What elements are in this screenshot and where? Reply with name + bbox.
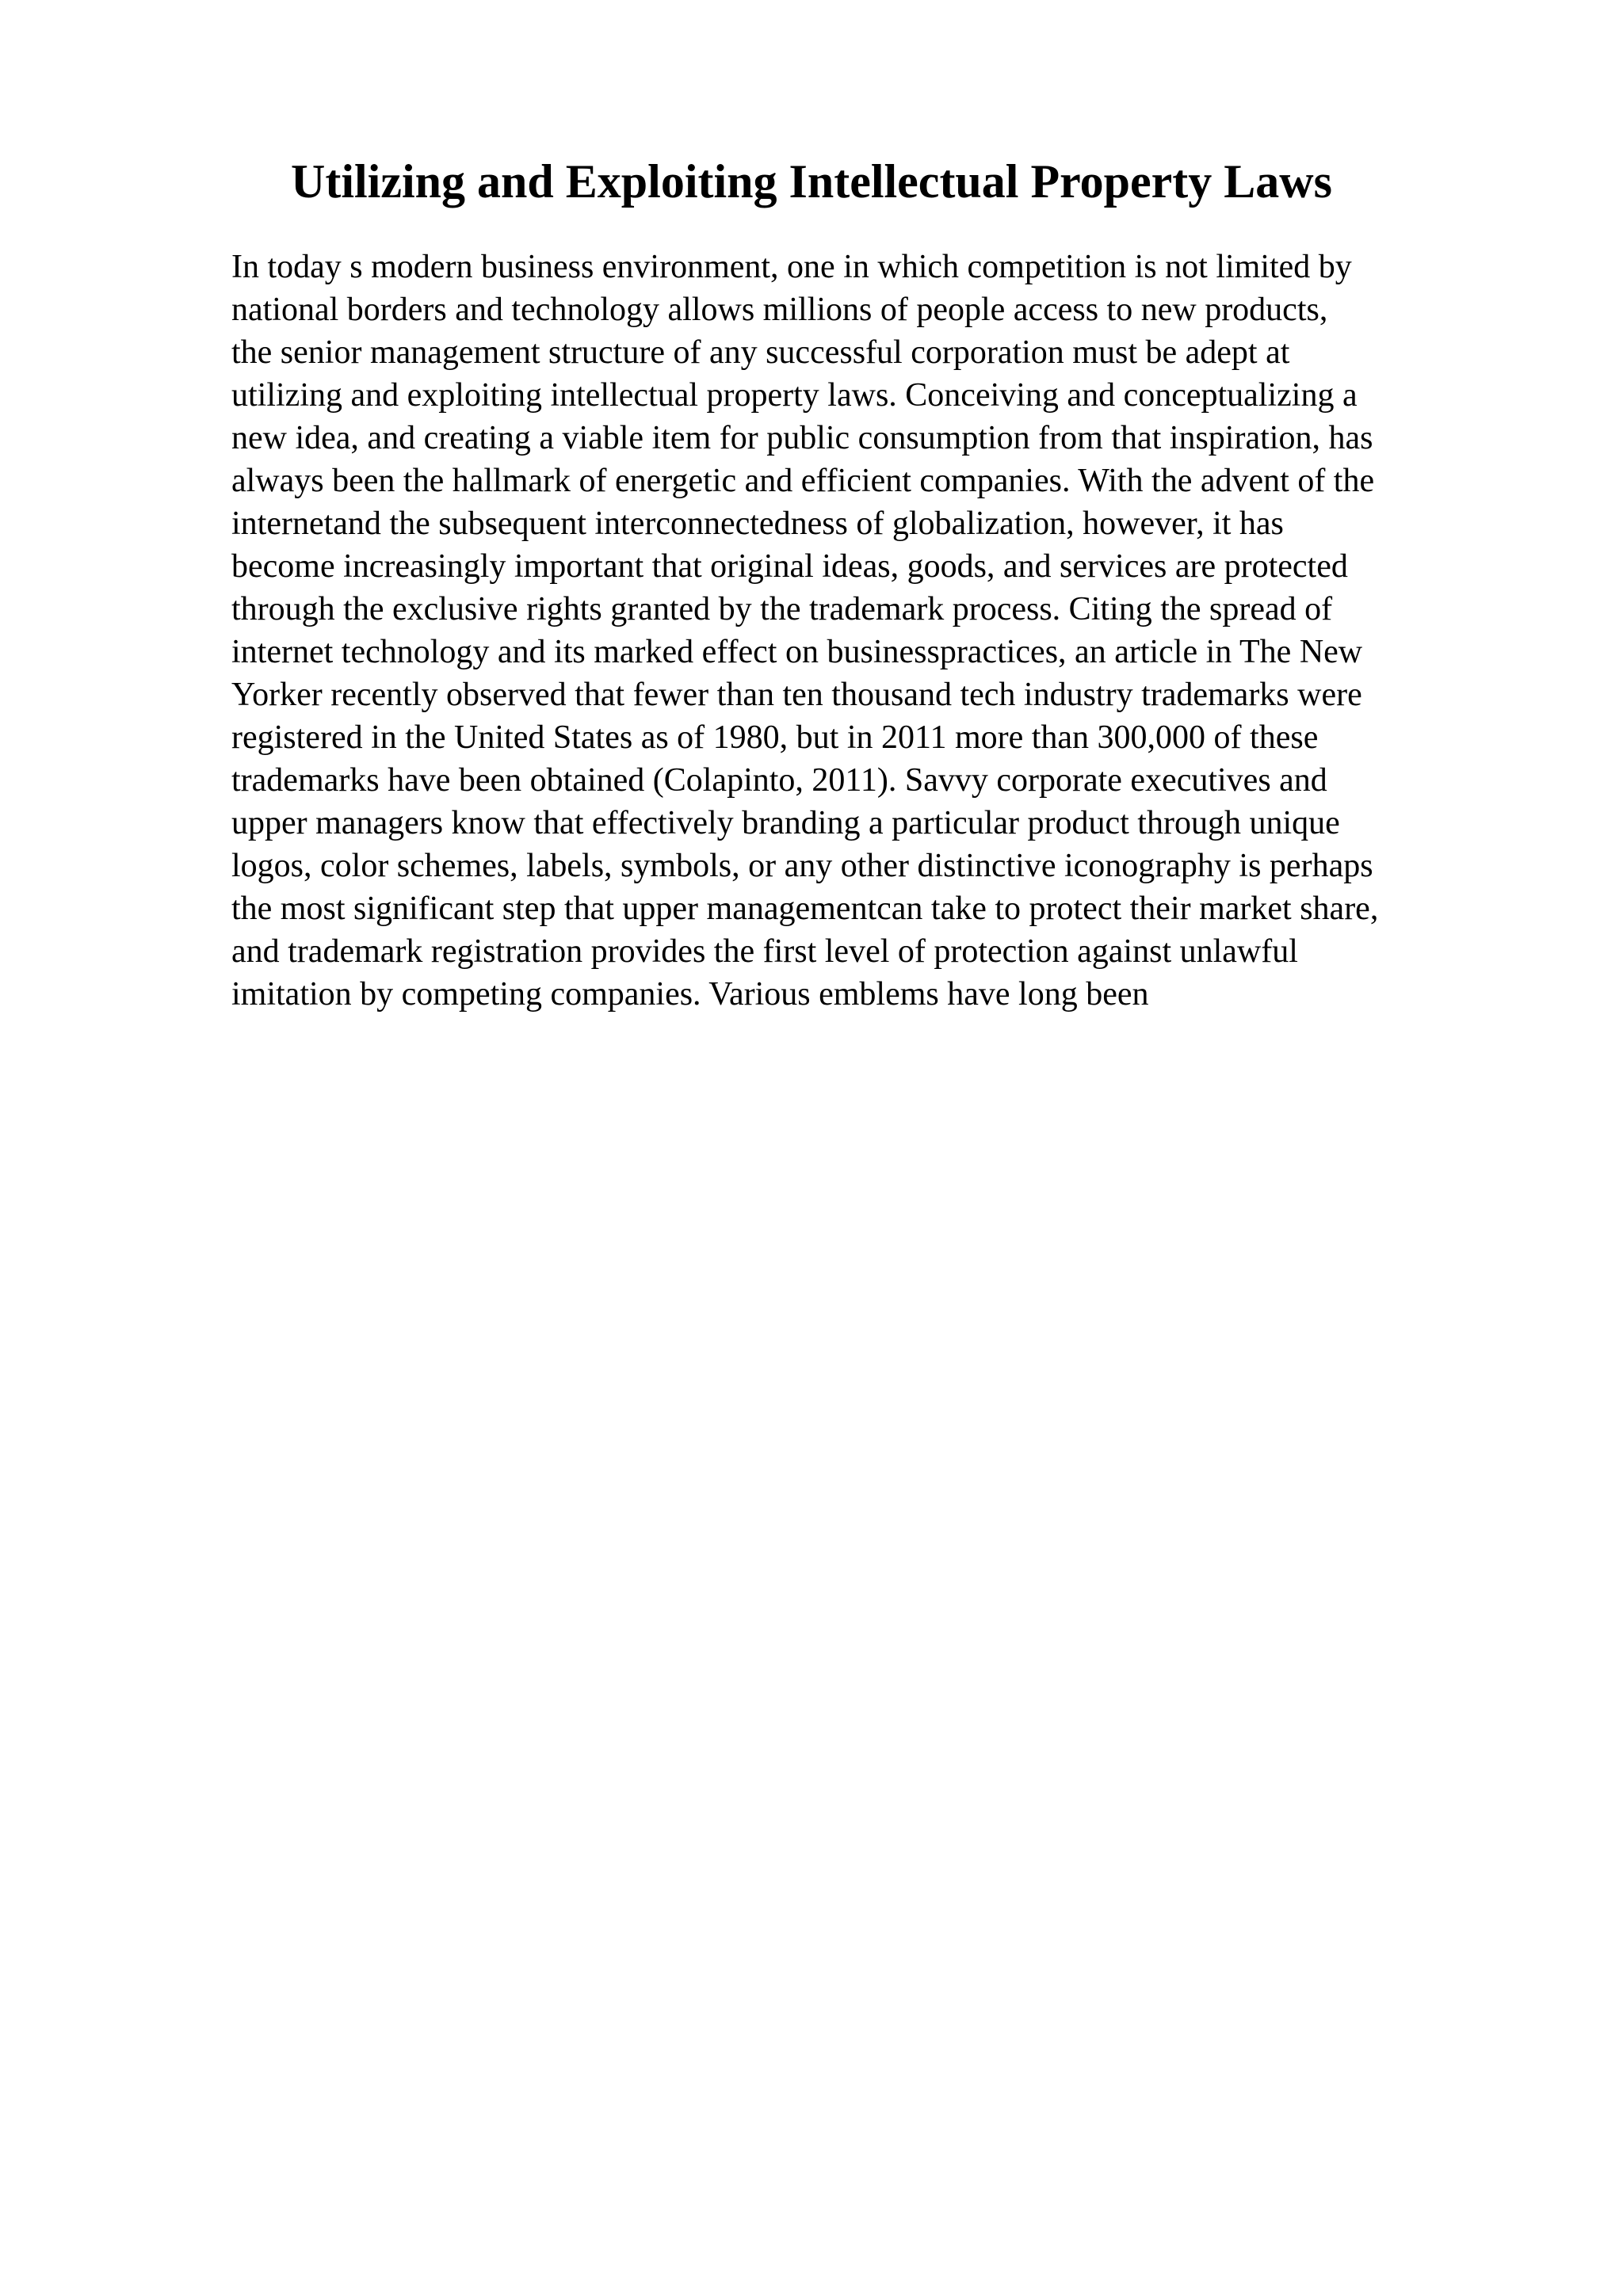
- paragraph-line: national borders and technology allows millions of people access to new products,: [231, 292, 1328, 328]
- paragraph-line: the senior management structure of any successful corporation must be adept at: [231, 334, 1290, 371]
- paragraph-line: and trademark registration provides the first level of protection against unlawful: [231, 933, 1298, 970]
- paragraph-line: upper managers know that effectively branding a particular product through unique: [231, 805, 1340, 841]
- paragraph-line: registered in the United States as of 1980, but in 2011 more than 300,000 of these: [231, 719, 1319, 756]
- paragraph-line: In today s modern business environment, one in which competition is not limited by: [231, 249, 1352, 285]
- paragraph-line: logos, color schemes, labels, symbols, or any other distinctive iconography is perhaps: [231, 848, 1373, 884]
- paragraph-line: always been the hallmark of energetic and efficient companies. With the advent of the: [231, 463, 1375, 499]
- paragraph-line: through the exclusive rights granted by the trademark process. Citing the spread of: [231, 591, 1333, 627]
- document-body-paragraph: [231, 246, 1378, 1016]
- paragraph-line: internet technology and its marked effect on businesspractices, an article in The New: [231, 634, 1363, 670]
- paragraph-line: become increasingly important that original ideas, goods, and services are protected: [231, 548, 1348, 585]
- paragraph-line: utilizing and exploiting intellectual property laws. Conceiving and conceptualizing a: [231, 377, 1358, 414]
- paragraph-line: new idea, and creating a viable item for public consumption from that inspiration, has: [231, 420, 1373, 456]
- paragraph-line: trademarks have been obtained (Colapinto, 2011). Savvy corporate executives and: [231, 762, 1327, 799]
- paragraph-line: Yorker recently observed that fewer than ten thousand tech industry trademarks were: [231, 677, 1362, 713]
- paragraph-line: imitation by competing companies. Various emblems have long been: [231, 976, 1149, 1013]
- paragraph-line: the most significant step that upper managementcan take to protect their market share,: [231, 891, 1379, 927]
- document-title: Utilizing and Exploiting Intellectual Property Laws: [291, 155, 1332, 208]
- paragraph-line: internetand the subsequent interconnectedness of globalization, however, it has: [231, 505, 1284, 542]
